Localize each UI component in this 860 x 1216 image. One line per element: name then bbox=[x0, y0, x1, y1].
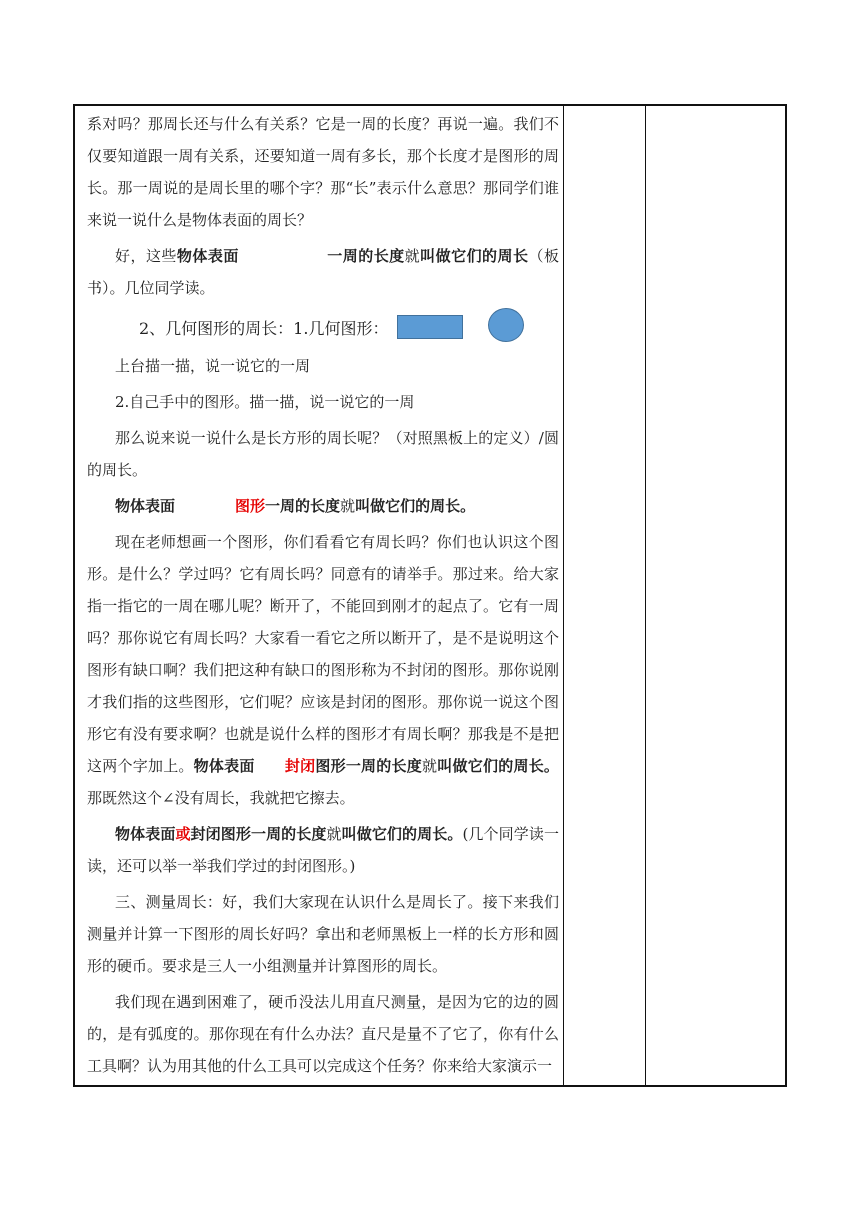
paragraph-trace-on-stage: 上台描一描，说一说它的一周 bbox=[115, 357, 311, 375]
lesson-plan-table bbox=[73, 104, 787, 1087]
paragraph-perimeter-intro: 系对吗？那周长还与什么有关系？它是一周的长度？再说一遍。我们不仅要知道跟一周有关系，还要知道一周有多长，那个长度才是图形的周长。那一周说的是周长里的哪个字？那“长”表示什么意思？那同学们谁来说一说什么是物体表面的周长？ bbox=[87, 115, 559, 229]
paragraph-coin-difficulty: 我们现在遇到困难了，硬币没法儿用直尺测量，是因为它的边的圆的，是有弧度的。那你现在有什么办法？直尺是量不了它了，你有什么工具啊？认为用其他的什么工具可以完成这个任务？你来给大家演示一 bbox=[87, 993, 559, 1075]
paragraph-definition-3: 物体表面或封闭图形一周的长度就叫做它们的周长。(几个同学读一读，还可以举一举我们学过的封闭图形。) bbox=[87, 825, 559, 875]
paragraph-closed-shapes: 现在老师想画一个图形，你们看看它有周长吗？你们也认识这个图形。是什么？学过吗？它有周长吗？同意有的请举手。那过来。给大家指一指它的一周在哪儿呢？断开了，不能回到刚才的起点了。它有一周吗？那你说它有周长吗？大家看一看它之所以断开了，是不是说明这个图形有缺口啊？我们把这种有缺口的图形称为不封闭的图形。那你说刚才我们指的这些图形，它们呢？应该是封闭的图形。那你说一说这个图形它有没有要求啊？也就是说什么样的图形才有周长啊？那我是不是把这两个字加上。物体表面 封闭图形一周的长度就叫做它们的周长。那既然这个∠没有周长，我就把它擦去。 bbox=[87, 533, 559, 807]
paragraph-measure-perimeter: 三、测量周长：好，我们大家现在认识什么是周长了。接下来我们测量并计算一下图形的周长好吗？拿出和老师黑板上一样的长方形和圆形的硬币。要求是三人一小组测量并计算图形的周长。 bbox=[87, 893, 559, 975]
geometric-shapes-row bbox=[87, 308, 559, 350]
paragraph-own-shape: 2.自己手中的图形。描一描，说一说它的一周 bbox=[115, 393, 415, 411]
column-divider-1 bbox=[563, 106, 564, 1085]
lesson-content-cell bbox=[87, 106, 559, 1082]
paragraph-definition-2: 物体表面 图形一周的长度就叫做它们的周长。 bbox=[115, 497, 476, 515]
rectangle-shape bbox=[397, 315, 463, 339]
circle-shape bbox=[488, 308, 524, 342]
paragraph-definition-1: 好，这些物体表面 一周的长度就叫做它们的周长（板书）。几位同学读。 bbox=[87, 247, 559, 297]
column-divider-2 bbox=[645, 106, 646, 1085]
section-heading-geometric: 2、几何图形的周长：1.几何图形： bbox=[139, 319, 389, 338]
paragraph-rectangle-perimeter: 那么说来说一说什么是长方形的周长呢？（对照黑板上的定义）/圆的周长。 bbox=[87, 429, 559, 479]
